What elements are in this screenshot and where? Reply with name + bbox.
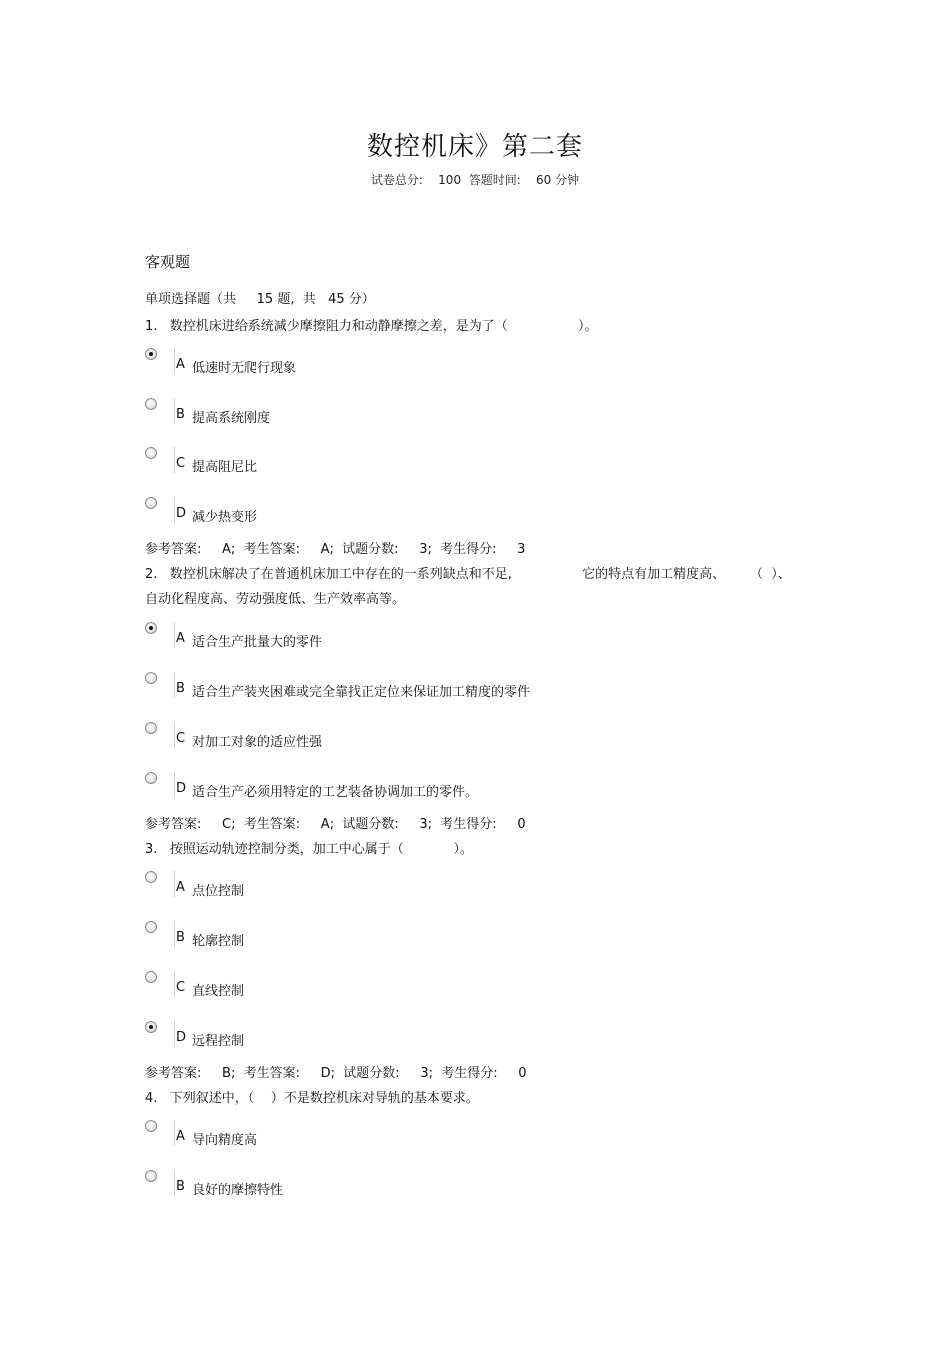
option-text: 导向精度高	[192, 1133, 258, 1148]
option-divider	[174, 398, 175, 424]
option-text: 适合生产批量大的零件	[192, 635, 323, 650]
radio-unselected-icon[interactable]	[145, 672, 157, 684]
radio-unselected-icon[interactable]	[145, 447, 157, 459]
option-divider	[174, 871, 175, 897]
question-text: 1. 数控机床进给系统减少摩擦阻力和动静摩擦之差，是为了（ ）。	[145, 319, 598, 334]
radio-unselected-icon[interactable]	[145, 1170, 157, 1182]
radio-selected-icon[interactable]	[145, 1021, 157, 1033]
option-a[interactable]	[145, 1120, 645, 1150]
option-b[interactable]	[145, 398, 645, 428]
radio-dot-icon	[149, 1025, 153, 1029]
option-letter: B	[176, 681, 185, 696]
option-divider	[174, 497, 175, 523]
exam-meta: 试卷总分: 100 答题时间: 60 分钟	[370, 173, 580, 187]
question-text: 3. 按照运动轨迹控制分类，加工中心属于（ ）。	[145, 842, 473, 857]
option-divider	[174, 1021, 175, 1047]
option-text: 远程控制	[192, 1034, 245, 1049]
option-text: 低速时无爬行现象	[192, 361, 297, 376]
option-letter: D	[176, 1030, 187, 1045]
option-c[interactable]	[145, 447, 645, 477]
radio-dot-icon	[149, 626, 153, 630]
section-title: 客观题	[145, 253, 191, 271]
option-text: 点位控制	[192, 884, 245, 899]
option-divider	[174, 971, 175, 997]
option-text: 减少热变形	[192, 510, 258, 525]
option-divider	[174, 1120, 175, 1146]
option-divider	[174, 1170, 175, 1196]
option-a[interactable]	[145, 348, 645, 378]
radio-unselected-icon[interactable]	[145, 971, 157, 983]
option-letter: B	[176, 930, 185, 945]
option-letter: D	[176, 781, 187, 796]
option-letter: A	[176, 1129, 185, 1144]
option-divider	[174, 772, 175, 798]
option-letter: A	[176, 631, 185, 646]
radio-unselected-icon[interactable]	[145, 722, 157, 734]
answer-summary: 参考答案: A; 考生答案: A; 试题分数: 3; 考生得分: 3	[145, 542, 526, 557]
radio-unselected-icon[interactable]	[145, 871, 157, 883]
radio-unselected-icon[interactable]	[145, 921, 157, 933]
option-letter: C	[176, 980, 186, 995]
option-divider	[174, 348, 175, 374]
option-b[interactable]	[145, 921, 645, 951]
option-text: 直线控制	[192, 984, 245, 999]
radio-unselected-icon[interactable]	[145, 1120, 157, 1132]
option-d[interactable]	[145, 1021, 645, 1051]
option-divider	[174, 622, 175, 648]
option-letter: B	[176, 407, 185, 422]
option-divider	[174, 921, 175, 947]
option-divider	[174, 722, 175, 748]
option-text: 对加工对象的适应性强	[192, 735, 323, 750]
option-letter: A	[176, 357, 185, 372]
radio-selected-icon[interactable]	[145, 622, 157, 634]
option-divider	[174, 672, 175, 698]
option-text: 轮廓控制	[192, 934, 245, 949]
option-text: 提高阻尼比	[192, 460, 258, 475]
option-letter: C	[176, 731, 186, 746]
option-text: 提高系统刚度	[192, 411, 271, 426]
option-d[interactable]	[145, 497, 645, 527]
group-title: 单项选择题（共 15 题, 共 45 分）	[145, 292, 375, 307]
question-text: 4. 下列叙述中，（ ）不是数控机床对导轨的基本要求。	[145, 1091, 479, 1106]
option-letter: B	[176, 1179, 185, 1194]
option-letter: C	[176, 456, 186, 471]
radio-selected-icon[interactable]	[145, 348, 157, 360]
option-c[interactable]	[145, 722, 645, 752]
option-b[interactable]	[145, 1170, 645, 1200]
option-d[interactable]	[145, 772, 645, 802]
option-text: 适合生产装夹困难或完全靠找正定位来保证加工精度的零件	[192, 685, 531, 700]
option-a[interactable]	[145, 871, 645, 901]
option-letter: A	[176, 880, 185, 895]
option-divider	[174, 447, 175, 473]
radio-unselected-icon[interactable]	[145, 772, 157, 784]
option-a[interactable]	[145, 622, 645, 652]
option-letter: D	[176, 506, 187, 521]
option-b[interactable]	[145, 672, 645, 702]
exam-title: 数控机床》第二套	[366, 132, 583, 162]
radio-dot-icon	[149, 352, 153, 356]
radio-unselected-icon[interactable]	[145, 497, 157, 509]
radio-unselected-icon[interactable]	[145, 398, 157, 410]
answer-summary: 参考答案: C; 考生答案: A; 试题分数: 3; 考生得分: 0	[145, 817, 526, 832]
question-text: 2. 数控机床解决了在普通机床加工中存在的一系列缺点和不足, 它的特点有加工精度高、 （ ）、 自动化程度高、劳动强度低、生产效率高等。	[145, 567, 791, 607]
option-c[interactable]	[145, 971, 645, 1001]
option-text: 适合生产必须用特定的工艺装备协调加工的零件。	[192, 785, 479, 800]
answer-summary: 参考答案: B; 考生答案: D; 试题分数: 3; 考生得分: 0	[145, 1066, 527, 1081]
option-text: 良好的摩擦特性	[192, 1183, 284, 1198]
